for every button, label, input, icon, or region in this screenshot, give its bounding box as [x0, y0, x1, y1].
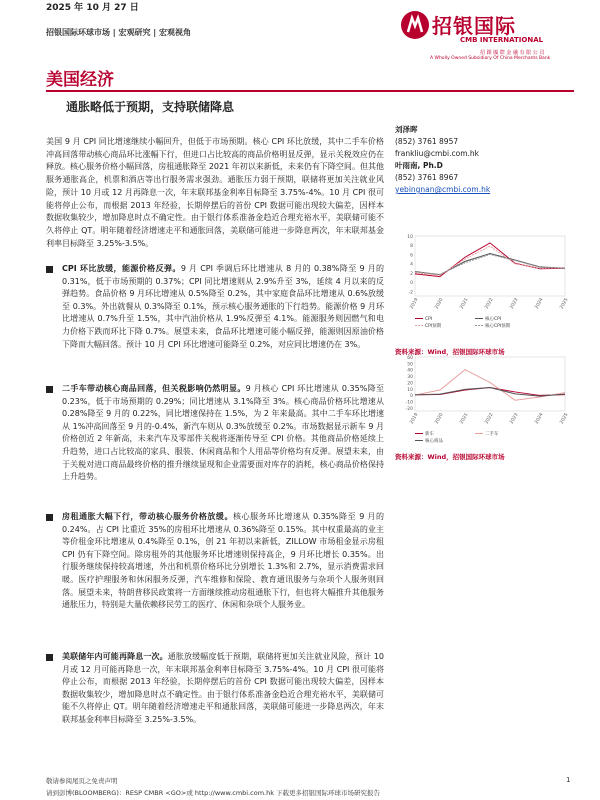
- x-tick-label: 2025: [559, 297, 570, 310]
- x-tick-label: 2019: [409, 412, 420, 425]
- y-tick-label: 6: [410, 253, 413, 259]
- logo-name: 招银国际: [432, 14, 516, 38]
- legend-label: CPI: [425, 317, 433, 322]
- lead-paragraph: 美国 9 月 CPI 同比增速继续小幅回升，但低于市场预期。核心 CPI 环比放缓，其中二手车价格冲高回落带动核心商品环比涨幅下行，但进口占比较高的商品价格明显反弹，显示关税效应仍在释放。核心服务价格小幅回落，房租通胀降至 2021 年初以来新低，未来仍有下降空间。但其他服务通胀高企，机票和酒店等出行服务需求强劲。通胀压力弱于预期，联储将更加关注就业风险，预计 10 月或 12 月再降息一次，年末联邦基金利率目标降至 3.75%-4%。10 月 CPI 很可能将停止公布，而根据 2013 年经验，长期停摆后的首份 CPI 数据可能出现较大偏差，因样本数据收集较少，增加降息时点不确定性。由于银行体系准备金趋近合理充裕水平，美联储可能不久将停止 QT。明年随着经济增速走平和通胀回落，美联储可能进一步降息两次，年末联邦基金利率目标降至 3.25%-3.5%。: [46, 137, 384, 248]
- chart-source: 资料来源：Wind，招银国际环球市场: [395, 348, 505, 356]
- bullet-square-icon: [46, 386, 53, 393]
- bullet-item: [46, 383, 384, 507]
- y-tick-label: 10: [407, 387, 413, 393]
- y-tick-label: -10: [405, 400, 413, 406]
- analyst-email-link[interactable]: yebingnan@cmbi.com.hk: [395, 185, 491, 194]
- y-tick-label: 4: [410, 262, 413, 268]
- y-tick-label: 40: [407, 368, 413, 374]
- series-line: [415, 254, 565, 275]
- analyst-phone: (852) 3761 8967: [395, 173, 459, 182]
- bullet-list: [46, 263, 384, 731]
- y-tick-label: 30: [407, 375, 413, 381]
- x-tick-label: 2025: [559, 412, 570, 425]
- report-date: 2025 年 10 月 27 日: [46, 3, 139, 13]
- footer-note: 请到彭博(BLOOMBERG)：RESP CMBR <GO>或 http://www.cmbi.com.hk 下载更多招银国际环球市场研究报告: [46, 789, 381, 797]
- logo-english: CMB INTERNATIONAL: [460, 36, 544, 44]
- y-tick-label: 0: [410, 281, 413, 287]
- bullet-text: 通胀放缓幅度低于预期，联储将更加关注就业风险，预计 10 月或 12 月可能再降息一次，年末联邦基金利率目标降至 3.75%-4%。10 月 CPI 很可能将停止公布，而根据 2013 年经验，长期停摆后的首份 CPI 数据可能出现较大偏差，因样本数据收集较少，增加降息时点不确定性。由于银行体系准备金趋近合理充裕水平，美联储可能不久将停止 QT。明年随着经济增速走平和通胀回落，美联储可能进一步降息两次，年末联邦基金利率目标降至 3.25%-3.5%。: [62, 652, 384, 724]
- bullet-text: 9 月核心 CPI 环比增速从 0.35%降至 0.23%，低于市场预期的 0.29%；同比增速从 3.1%降至 3%。核心商品价格环比增速从 0.28%降至 9 月的 0.22%，同比增速保持在 1.5%，为 2 年来最高。其中二手车环比增速从 1%冲高回落至 9 月的-0.4%，新汽车则从 0.3%放缓至 0.2%。市场数据显示新车 9 月价格创近 2 年新高，未来汽车及零部件关税将逐渐传导至 CPI 价格。其他商品价格延续上升趋势，进口占比较高的家具、服装、休闲商品和个人用品等价格均有反弹。展望未来，由于关税对进口商品最终价格的推升继续显现和企业需要面对库存的消耗，核心商品价格保持上升趋势。: [62, 384, 384, 482]
- y-tick-label: 20: [407, 381, 413, 387]
- x-tick-label: 2023: [509, 412, 520, 425]
- section-divider: [46, 90, 574, 92]
- y-tick-label: 50: [407, 362, 413, 368]
- x-tick-label: 2020: [434, 412, 445, 425]
- plot-frame: [415, 236, 565, 296]
- bullet-square-icon: [46, 654, 53, 661]
- bullet-text: 9 月 CPI 季调后环比增速从 8 月的 0.38%降至 9 月的 0.31%，低于市场预期的 0.37%；CPI 同比增速则从 2.9%升至 3%，延续 4 月以来的反弹趋势。食品价格 9 月环比增速从 0.5%降至 0.2%，其中家庭食品环比增速从 0.6%放缓至 0.3%。外出就餐从 0.3%降至 0.1%，预示核心服务通胀的下行趋势。能源价格 9 月环比增速从 0.7%升至 1.5%，其中汽油价格从 1.9%反弹至 4.1%。能源服务则因燃气和电力价格下跌而环比下降 0.7%。展望未来，食品环比增速可能小幅反弹，能源则因原油价格下降而大幅回落。预计 10 月 CPI 环比增速可能降至 0.2%，对应同比增速仍在 3%。: [62, 264, 385, 349]
- logo-subsidiary: A Wholly Owned Subsidiary Of China Merchants Bank: [430, 56, 551, 61]
- legend-label: 核心CPI: [485, 317, 502, 322]
- bullet-item: [46, 511, 384, 647]
- cpi-chart: [395, 232, 575, 342]
- x-tick-label: 2023: [509, 297, 520, 310]
- plot-frame: [415, 357, 565, 411]
- series-line: [415, 254, 565, 274]
- chart-source: 资料来源：Wind，招银国际环球市场: [395, 453, 505, 461]
- x-tick-label: 2020: [434, 297, 445, 310]
- breadcrumb: 招银国际环球市场 | 宏观研究 | 宏观视角: [46, 28, 191, 37]
- x-tick-label: 2024: [534, 412, 545, 425]
- legend-label: 新车: [425, 432, 434, 437]
- bullet-square-icon: [46, 514, 53, 521]
- page-number: 1: [566, 776, 571, 784]
- analyst-name: 刘泽晖: [395, 125, 418, 134]
- footer-disclaimer: 敬请参阅尾页之免责声明: [46, 777, 118, 785]
- logo-cn-subtitle: 招 銀 國 際 金 融 有 限 公 司: [480, 50, 545, 56]
- bullet-item: [46, 263, 384, 379]
- legend-label: 二手车: [485, 432, 499, 437]
- x-tick-label: 2022: [484, 297, 495, 310]
- y-tick-label: -2: [408, 290, 413, 296]
- y-tick-label: 2: [410, 271, 413, 277]
- x-tick-label: 2021: [459, 297, 470, 310]
- bullet-title: 美联储年内可能再降息一次。: [62, 652, 168, 661]
- bullet-title: 二手车带动核心商品回落，但关税影响仍然明显。: [62, 384, 246, 393]
- y-tick-label: 8: [410, 244, 413, 250]
- legend-label: 核心CPI预期: [485, 324, 511, 329]
- analyst-panel: [395, 124, 490, 196]
- section-title: 美国经济: [46, 70, 114, 90]
- bullet-item: [46, 651, 384, 727]
- analyst-name: 叶雨南, Ph.D: [395, 161, 443, 170]
- x-tick-label: 2022: [484, 412, 495, 425]
- x-tick-label: 2021: [459, 412, 470, 425]
- cmbi-logo: [400, 6, 570, 66]
- legend-label: 核心商品: [425, 439, 443, 444]
- report-headline: 通胀略低于预期，支持联储降息: [66, 100, 235, 114]
- cmbi-emblem-icon: [400, 8, 430, 42]
- y-tick-label: -20: [405, 406, 413, 412]
- series-line: [415, 243, 565, 277]
- goods-chart: [395, 353, 575, 448]
- bullet-title: CPI 环比放缓，能源价格反弹。: [62, 264, 181, 273]
- bullet-title: 房租通胀大幅下行，带动核心服务价格放缓。: [62, 512, 234, 521]
- y-tick-label: 10: [407, 235, 413, 240]
- analyst-email: frankliu@cmbi.com.hk: [395, 149, 479, 158]
- analyst-phone: (852) 3761 8957: [395, 137, 459, 146]
- series-line: [415, 246, 565, 275]
- x-tick-label: 2019: [409, 297, 420, 310]
- x-tick-label: 2024: [534, 297, 545, 310]
- bullet-text: 核心服务环比增速从 0.35%降至 9 月的 0.24%。占 CPI 比重近 35%的房租环比增速从 0.36%降至 0.15%。其中权重最高的业主等价租金环比增速从 0.4%降至 0.1%，创 21 年初以来新低，ZILLOW 市场租金显示房租 CPI 仍有下降空间。除房租外的其他服务环比增速则保持高企，9 月环比增长 0.35%。出行服务继续保持较高增速，外出和机票价格环比分别增长 1.3%和 2.7%，显示消费需求回暖。医疗护理服务和休闲服务反弹，汽车维修和保险、教育通讯服务与杂项个人服务则回落。展望未来，特朗普移民政策将一方面继续推动房租通胀下行，但也将大幅推升其他服务通胀压力，特别是大量依赖移民劳工的医疗、休闲和杂项个人服务业。: [62, 512, 384, 610]
- y-tick-label: 0: [410, 394, 413, 400]
- legend-label: CPI预期: [425, 324, 442, 329]
- bullet-square-icon: [46, 266, 53, 273]
- y-tick-label: 60: [407, 356, 413, 361]
